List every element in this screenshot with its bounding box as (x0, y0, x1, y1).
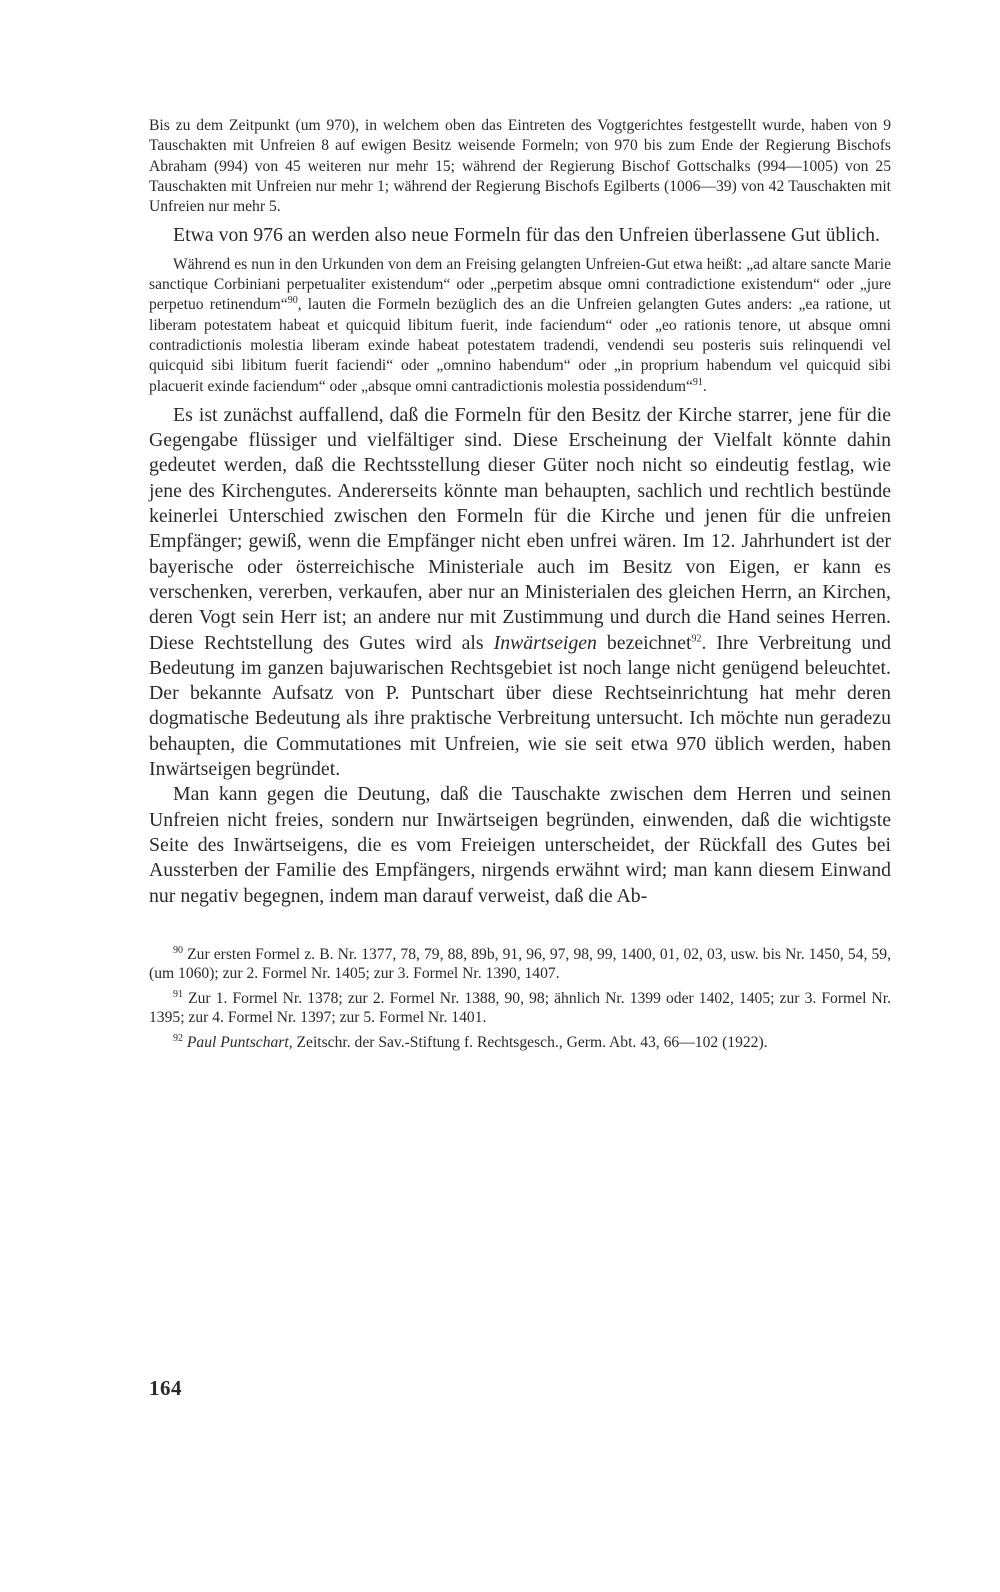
paragraph-4-text: Es ist zunächst auffallend, daß die Formeln für den Besitz der Kirche starrer, jene für die Gegengabe flüssiger und vielfältiger sind. Diese Erscheinung der Vielfalt könnte dahin gedeutet werden, daß die Rechtsstellung dieser Güter noch nicht so eindeutig festlag, wie jene des Kirchengutes. Andererseits könnte man behaupten, sachlich und rechtlich bestünde keinerlei Unterschied zwischen den Formeln für die Kirche und jenen für die unfreien Empfänger; gewiß, wenn die Empfänger nicht eben unfrei wären. Im 12. Jahrhundert ist der bayerische oder österreichische Ministeriale auch im Besitz von Eigen, er kann es verschenken, vererben, verkaufen, aber nur an Ministerialen des gleichen Herrn, an Kirchen, deren Vogt sein Herr ist; an andere nur mit Zustimmung und durch die Hand seines Herren. Diese Rechtstellung des Gutes wird als (149, 403, 891, 654)
footnote-text: Zur ersten Formel z. B. Nr. 1377, 78, 79, 88, 89b, 91, 96, 97, 98, 99, 1400, 01, 02, 03, usw. bis Nr. 1450, 54, 59, (um 1060); zur 2. Formel Nr. 1405; zur 3. Formel Nr. 1390, 1407. (149, 945, 892, 983)
footnote-number: 90 (173, 944, 183, 956)
footnote-number: 92 (173, 1032, 183, 1044)
footnote-number: 91 (173, 988, 183, 1000)
footnote-ref-91: 91 (692, 376, 703, 388)
paragraph-3-text-2: , lauten die Formeln bezüglich des an die Unfreien gelangten Gutes anders: „ea ratione, ut liberam potestatem habeat et quicquid libitum fuerit, inde faciendum“ oder „eo rationis tenore, ut absque omni contradictionis molestia liberam exinde habeat potestatem tradendi, vendendi seu posteris suis relinquendi vel quicquid sibi libitum fuerit faciendi“ oder „omnino habendum“ oder „in proprium habendum vel quicquid sibi placuerit exinde faciendum“ oder „absque omni cantradictionis molestia possidendum“ (149, 296, 891, 395)
paragraph-3-end: . (702, 377, 707, 395)
footnote-90 (149, 945, 891, 984)
footnote-author: Paul Puntschart, (186, 1033, 293, 1051)
term-inwaertseigen: Inwärtseigen (493, 631, 597, 654)
paragraph-5: Man kann gegen die Deutung, daß die Tauschakte zwischen dem Herren und seinen Unfreien nicht freies, sondern nur Inwärtseigen begründen, einwenden, daß die wichtigste Seite des Inwärtseigens, die es vom Freieigen unterscheidet, der Rückfall des Gutes bei Aussterben der Familie des Empfängers, nirgends erwähnt wird; man kann diesem Einwand nur negativ begegnen, indem man darauf verweist, daß die Ab- (149, 783, 891, 907)
paragraph-4-text-2: bezeichnet (596, 631, 692, 654)
paragraph-4-text-3: . Ihre Verbreitung und Bedeutung im ganzen bajuwarischen Rechtsgebiet ist noch lange nicht genügend beleuchtet. Der bekannte Aufsatz von P. Puntschart über diese Rechtseinrichtung hat mehr deren dogmatische Bedeutung als ihre praktische Verbreitung untersucht. Ich möchte nun geradezu behaupten, die Commutationes mit Unfreien, wie sie seit etwa 970 üblich werden, haben Inwärtseigen begründet. (149, 631, 891, 781)
paragraph-3-text: Während es nun in den Urkunden von dem an Freising gelangten Unfreien-Gut etwa heißt: „ad altare sancte Marie sanctique Corbiniani perpetualiter existendum“ oder „perpetim absque omni contradictione existendum“ oder „jure perpetuo retinendum“ (149, 255, 891, 314)
paragraph-2: Etwa von 976 an werden also neue Formeln für das den Unfreien überlassene Gut üblich. (173, 224, 880, 247)
page-body (149, 116, 891, 1057)
footnote-ref-90: 90 (287, 295, 298, 307)
footnotes (149, 945, 891, 1053)
footnote-ref-92: 92 (691, 632, 702, 644)
paragraph-3 (149, 255, 891, 397)
footnote-92 (149, 1033, 891, 1053)
paragraph-1: Bis zu dem Zeitpunkt (um 970), in welchem oben das Eintreten des Vogtgerichtes festgestellt wurde, haben von 9 Tauschakten mit Unfreien 8 auf ewigen Besitz weisende Formeln; von 970 bis zum Ende der Regierung Bischofs Abraham (994) von 45 weiteren nur mehr 15; während der Regierung Bischof Gottschalks (994—1005) von 25 Tauschakten mit Unfreien nur mehr 1; während der Regierung Bischofs Egilberts (1006—39) von 42 Tauschakten mit Unfreien nur mehr 5. (149, 117, 891, 216)
footnote-text: Zur 1. Formel Nr. 1378; zur 2. Formel Nr. 1388, 90, 98; ähnlich Nr. 1399 oder 1402, 1405; zur 3. Formel Nr. 1395; zur 4. Formel Nr. 1397; zur 5. Formel Nr. 1401. (149, 989, 891, 1027)
paragraph-4 (149, 403, 891, 782)
footnote-91 (149, 989, 891, 1028)
page-number: 164 (149, 1376, 182, 1400)
footnote-text: Zeitschr. der Sav.-Stiftung f. Rechtsgesch., Germ. Abt. 43, 66—102 (1922). (292, 1033, 768, 1051)
